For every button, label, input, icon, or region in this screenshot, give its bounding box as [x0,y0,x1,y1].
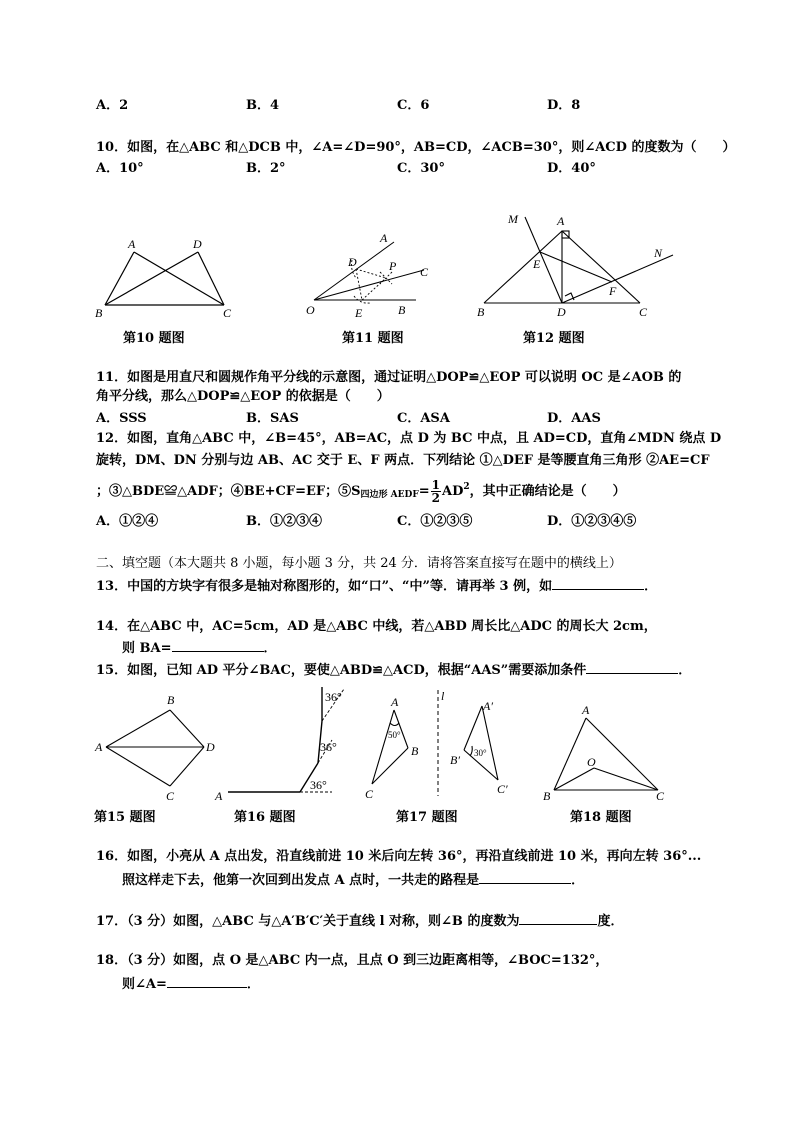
fig17-label-b-prime: B′ [450,753,460,767]
fig11-segment-de [356,269,362,300]
q12-option-c: C．①②③⑤ [397,514,473,529]
fig17-angle-arc-b2 [470,746,472,756]
q14-end: ． [263,641,277,656]
q9-option-d: D．8 [547,98,581,113]
fig17-label-c-prime: C′ [497,782,508,796]
fig12-label-a: A [557,214,565,228]
q15-answer-blank[interactable] [586,661,678,674]
q12-line3-c: ，其中正确结论是（ ） [469,484,626,499]
q16-end: ． [571,873,585,888]
fig15-label-b: B [167,693,175,707]
q12-line3-a: ；③△BDE≌△ADF；④BE+CF=EF；⑤S [96,484,361,499]
fig15-label-a: A [95,740,103,754]
q11-option-c: C．ASA [397,411,450,426]
q12-option-d: D．①②③④⑤ [547,514,637,529]
fig10-label-b: B [95,306,103,320]
fig15-side-cd [170,747,204,786]
q9-option-c: C．6 [397,98,430,113]
q15 [96,661,691,679]
q11-option-d: D．AAS [547,411,601,426]
fig18-caption: 第18 题图 [570,810,632,825]
q12-line2: 旋转，DM、DN 分别与边 AB、AC 交于 E、F 两点．下列结论 ①△DEF 是等腰直角三角形 ②AE=CF [96,453,710,468]
q16-line2-text: 照这样走下去，他第一次回到出发点 A 点时，一共走的路程是 [122,873,480,888]
q14-line2-text: 则 BA= [122,641,172,656]
fig15-side-ab [106,710,170,747]
fig11-segment-dp [356,269,386,278]
q12-line1: 12．如图，直角△ABC 中，∠B=45°，AB=AC，点 D 为 BC 中点，且 AD=CD，直角∠MDN 绕点 D [96,431,722,446]
fig10-label-d: D [193,237,202,251]
q12-line3-b: AD [441,484,464,499]
fig12-label-c: C [639,305,648,319]
q15-text: 15．如图，已知 AD 平分∠BAC，要使△ABD≌△ACD，根据“AAS”需要添加条件 [96,663,587,678]
q16-line2 [122,871,584,889]
figure-10 [90,230,240,325]
q13-answer-blank[interactable] [552,577,644,590]
fig12-label-f: F [609,284,617,298]
q13 [96,577,657,595]
fig11-label-c: C [420,265,429,279]
fig15-label-d: D [206,740,215,754]
fig17-label-a-prime: A′ [483,699,493,713]
q17-answer-blank[interactable] [519,912,597,925]
q10-option-b: B．2° [246,161,286,176]
fig10-label-a: A [128,237,136,251]
q12-frac-denominator: 2 [431,491,440,505]
q10-option-d: D．40° [547,161,596,176]
q18-line2-text: 则∠A= [122,977,167,992]
fig16-angle-2: 36° [320,740,337,754]
fig12-caption: 第12 题图 [523,331,585,346]
fig11-ray-oa [314,242,394,300]
fig16-caption: 第16 题图 [234,810,296,825]
fig15-side-ac [106,747,170,786]
q18-end: ． [246,977,260,992]
figure-18 [540,700,680,804]
figure-12 [470,205,685,325]
q9-option-b: B．4 [246,98,280,113]
fig17-side-c2a2 [482,706,498,780]
fig11-label-e: E [355,306,363,320]
q12-option-b: B．①②③④ [246,514,322,529]
fig15-label-c: C [166,789,175,803]
q11-option-b: B．SAS [246,411,299,426]
q17-end: 度． [597,914,624,929]
fig18-segment-ob [554,768,594,790]
q12-frac-numerator: 1 [431,478,440,492]
q12-equals: = [418,484,430,499]
section-2-heading: 二、填空题（本大题共 8 小题，每小题 3 分，共 24 分．请将答案直接写在题中的横线上） [96,556,622,571]
fig11-arc-p [380,272,392,284]
q10-option-a: A．10° [96,161,144,176]
q12-option-a: A．①②④ [96,514,159,529]
fig15-side-bd [170,710,204,747]
fig18-label-o: O [587,755,596,769]
fig18-side-ac [586,718,658,790]
fig18-label-a: A [582,703,590,717]
q17 [96,912,623,930]
q18-line2 [122,975,260,993]
q14-answer-blank[interactable] [172,639,264,652]
fig10-label-c: C [223,306,232,320]
q17-text: 17．（3 分）如图，△ABC 与△A′B′C′关于直线 l 对称，则∠B 的度数为 [96,914,520,929]
q12-superscript: 2 [463,482,470,492]
q13-end: ． [644,579,658,594]
fig17-angle-b-prime-value: 30° [474,748,487,758]
fig11-ray-oc [314,270,424,300]
q10-stem: 10．如图，在△ABC 和△DCB 中，∠A=∠D=90°，AB=CD，∠ACB=30°，则∠ACD 的度数为（ ） [96,140,736,155]
fig17-label-c: C [365,787,374,801]
fig18-side-ab [554,718,586,790]
fig16-angle-3: 36° [325,690,342,704]
fig12-label-d: D [557,305,566,319]
fig17-angle-arc-a [390,723,399,726]
figure-11 [300,230,440,325]
q18-line1: 18．（3 分）如图，点 O 是△ABC 内一点，且点 O 到三边距离相等，∠BOC=132°， [96,953,609,968]
fig17-angle-a-value: 50° [388,730,401,740]
q11-line2: 角平分线，那么△DOP≌△EOP 的依据是（ ） [96,389,390,404]
fig12-side-ab [484,231,562,303]
fig12-ray-dn [562,255,673,303]
fig18-label-c: C [656,789,665,803]
fig11-label-b: B [398,303,406,317]
q12-fraction [431,479,441,504]
fig11-caption: 第11 题图 [342,331,404,346]
q14-line1: 14．在△ABC 中，AC=5cm，AD 是△ABC 中线，若△ABD 周长比△ADC 的周长大 2cm， [96,619,657,634]
fig16-label-a: A [215,789,223,803]
fig18-label-b: B [543,789,551,803]
fig10-caption: 第10 题图 [123,331,185,346]
fig11-label-o: O [306,303,315,317]
fig11-label-d: D [348,255,357,269]
fig11-label-p: P [389,259,397,273]
fig17-label-a: A [391,695,399,709]
fig12-label-m: M [508,212,518,226]
q12-area-subscript: 四边形 AEDF [360,490,419,500]
fig17-side-ab [394,710,408,748]
q11-line1: 11．如图是用直尺和圆规作角平分线的示意图，通过证明△DOP≌△EOP 可以说明 OC 是∠AOB 的 [96,370,682,385]
fig17-label-l: l [441,689,445,703]
fig12-label-n: N [654,246,663,260]
q9-option-a: A．2 [96,98,129,113]
q11-option-a: A．SSS [96,411,147,426]
fig11-label-a: A [380,231,388,245]
q13-text: 13．中国的方块字有很多是轴对称图形的，如“口”、“中”等．请再举 3 例，如 [96,579,553,594]
q18-answer-blank[interactable] [167,975,247,988]
fig17-caption: 第17 题图 [396,810,458,825]
q16-answer-blank[interactable] [479,871,571,884]
fig12-label-e: E [533,257,541,271]
fig17-side-a2b2 [464,706,482,750]
fig15-caption: 第15 题图 [94,810,156,825]
fig12-label-b: B [477,305,485,319]
figure-16 [212,685,367,803]
q12-line3 [96,479,626,504]
fig16-angle-1: 36° [310,778,327,792]
fig18-segment-oc [594,768,658,790]
figure-15 [90,688,230,803]
fig12-side-ac [562,231,640,303]
fig17-label-b: B [411,744,419,758]
q14-line2 [122,639,277,657]
q15-end: ． [678,663,692,678]
figure-17 [360,686,530,802]
q10-option-c: C．30° [397,161,445,176]
q16-line1: 16．如图，小亮从 A 点出发，沿直线前进 10 米后向左转 36°，再沿直线前进 10 米，再向左转 36°... [96,849,702,864]
